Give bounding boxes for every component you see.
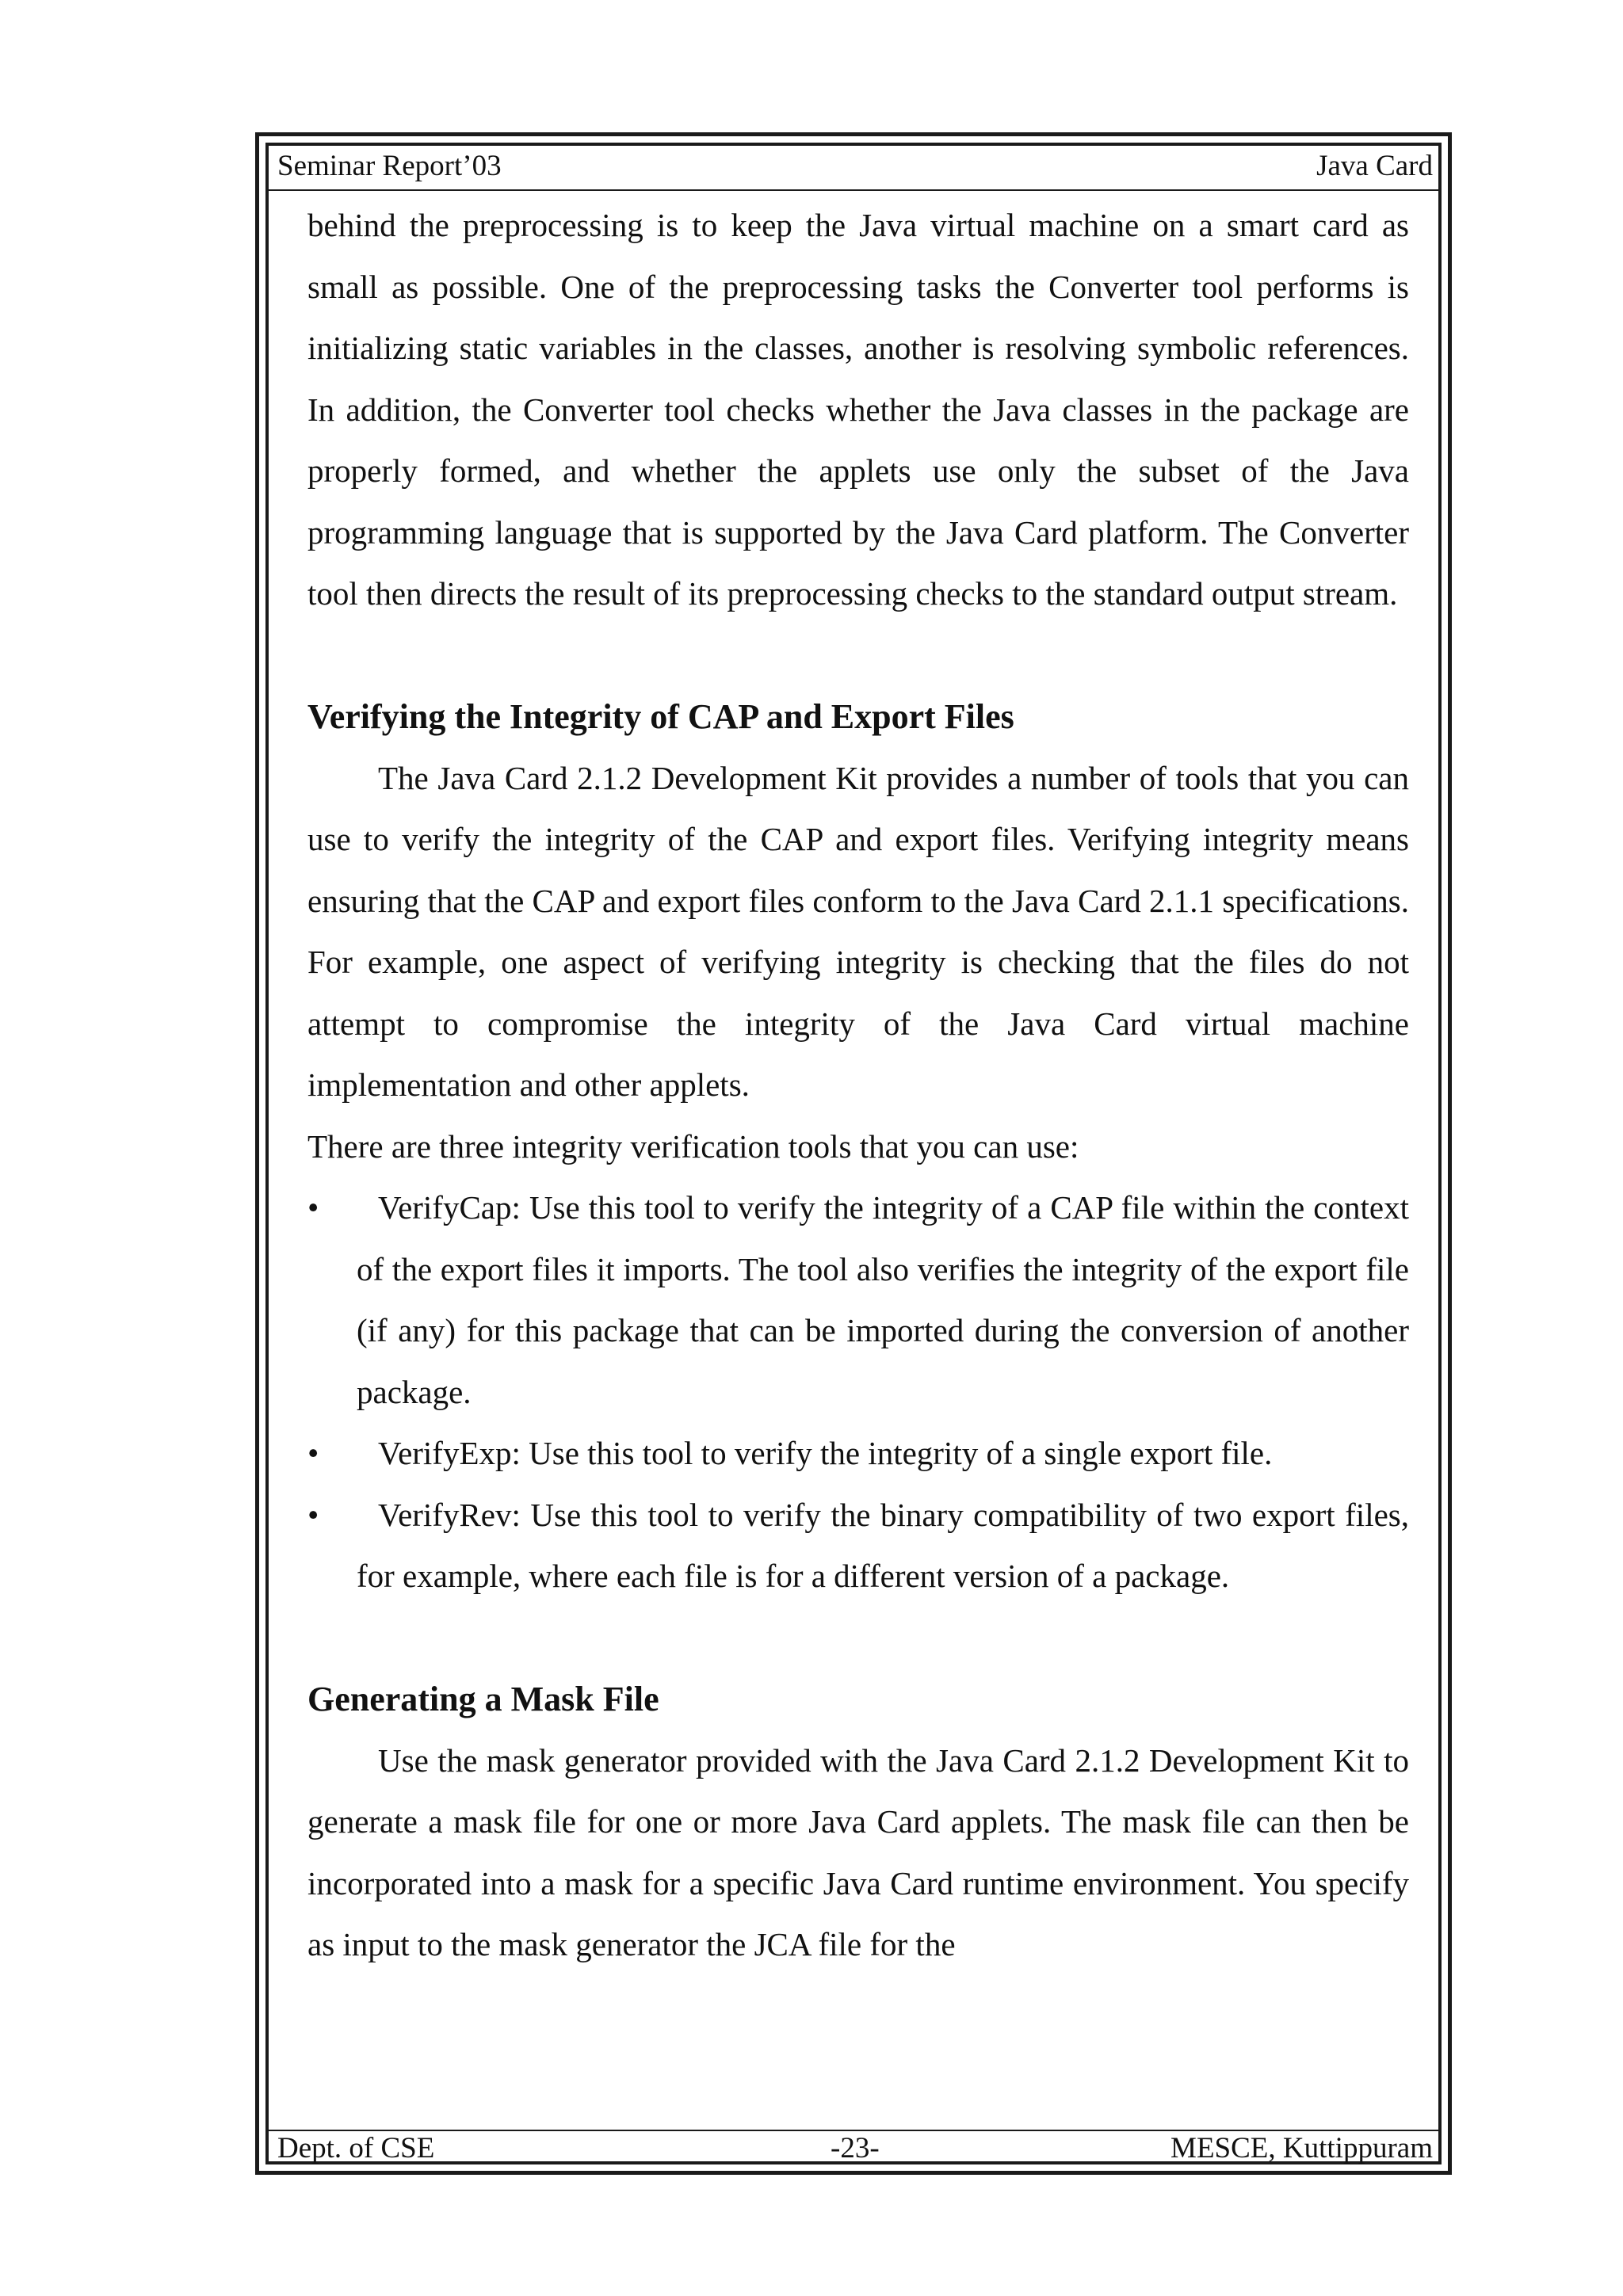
bullet-icon: • bbox=[307, 1435, 319, 1471]
bullet-icon: • bbox=[307, 1496, 319, 1533]
tools-lead-sentence: There are three integrity verification tools that you can use: bbox=[307, 1127, 1079, 1165]
section-heading-verifying: Verifying the Integrity of CAP and Export Files bbox=[307, 697, 1014, 736]
section-heading-mask: Generating a Mask File bbox=[307, 1680, 659, 1718]
spacer bbox=[307, 625, 1409, 687]
list-item bbox=[307, 1485, 1409, 1608]
tools-list bbox=[307, 1177, 1409, 1608]
list-item-text: VerifyCap: Use this tool to verify the integrity of a CAP file within the context of the export files it imports. The tool also verifies the integrity of the export file (if any) for this package that can be imported during the conversion of another package. bbox=[357, 1189, 1409, 1410]
list-item bbox=[307, 1423, 1409, 1485]
intro-paragraph: behind the preprocessing is to keep the Java virtual machine on a smart card as small as possible. One of the preprocessing tasks the Converter tool performs is initializing static variables in the classes, another is resolving symbolic references. In addition, the Converter tool checks whether the Java classes in the package are properly formed, and whether the applets use only the subset of the Java programming language that is supported by the Java Card platform. The Converter tool then directs the result of its preprocessing checks to the standard output stream. bbox=[307, 207, 1409, 612]
section-paragraph-verifying: The Java Card 2.1.2 Development Kit provides a number of tools that you can use to verify the integrity of the CAP and export files. Verifying integrity means ensuring that the CAP and export files conform to the Java Card 2.1.1 specifications. For example, one aspect of verifying integrity is checking that the files do not attempt to compromise the integrity of the Java Card virtual machine implementation and other applets. bbox=[307, 759, 1409, 1103]
header-report-title: Seminar Report’03 bbox=[277, 150, 502, 182]
spacer bbox=[307, 1608, 1409, 1669]
list-item-text: VerifyExp: Use this tool to verify the integrity of a single export file. bbox=[378, 1435, 1273, 1471]
header-topic: Java Card bbox=[1316, 150, 1433, 182]
section-paragraph-mask: Use the mask generator provided with the Java Card 2.1.2 Development Kit to generate a mask file for one or more Java Card applets. The mask file can then be incorporated into a mask for a specific Java Card runtime environment. You specify as input to the mask generator the JCA file for the bbox=[307, 1741, 1409, 1962]
list-item bbox=[307, 1177, 1409, 1423]
footer-institution: MESCE, Kuttippuram bbox=[1170, 2132, 1433, 2164]
list-item-text: VerifyRev: Use this tool to verify the binary compatibility of two export files, for example, where each file is for a different version of a package. bbox=[357, 1496, 1409, 1594]
bullet-icon: • bbox=[307, 1189, 319, 1226]
footer-page-number: -23- bbox=[831, 2132, 880, 2164]
page-content bbox=[307, 195, 1409, 1976]
footer-department: Dept. of CSE bbox=[277, 2132, 435, 2164]
header-divider bbox=[265, 189, 1442, 191]
